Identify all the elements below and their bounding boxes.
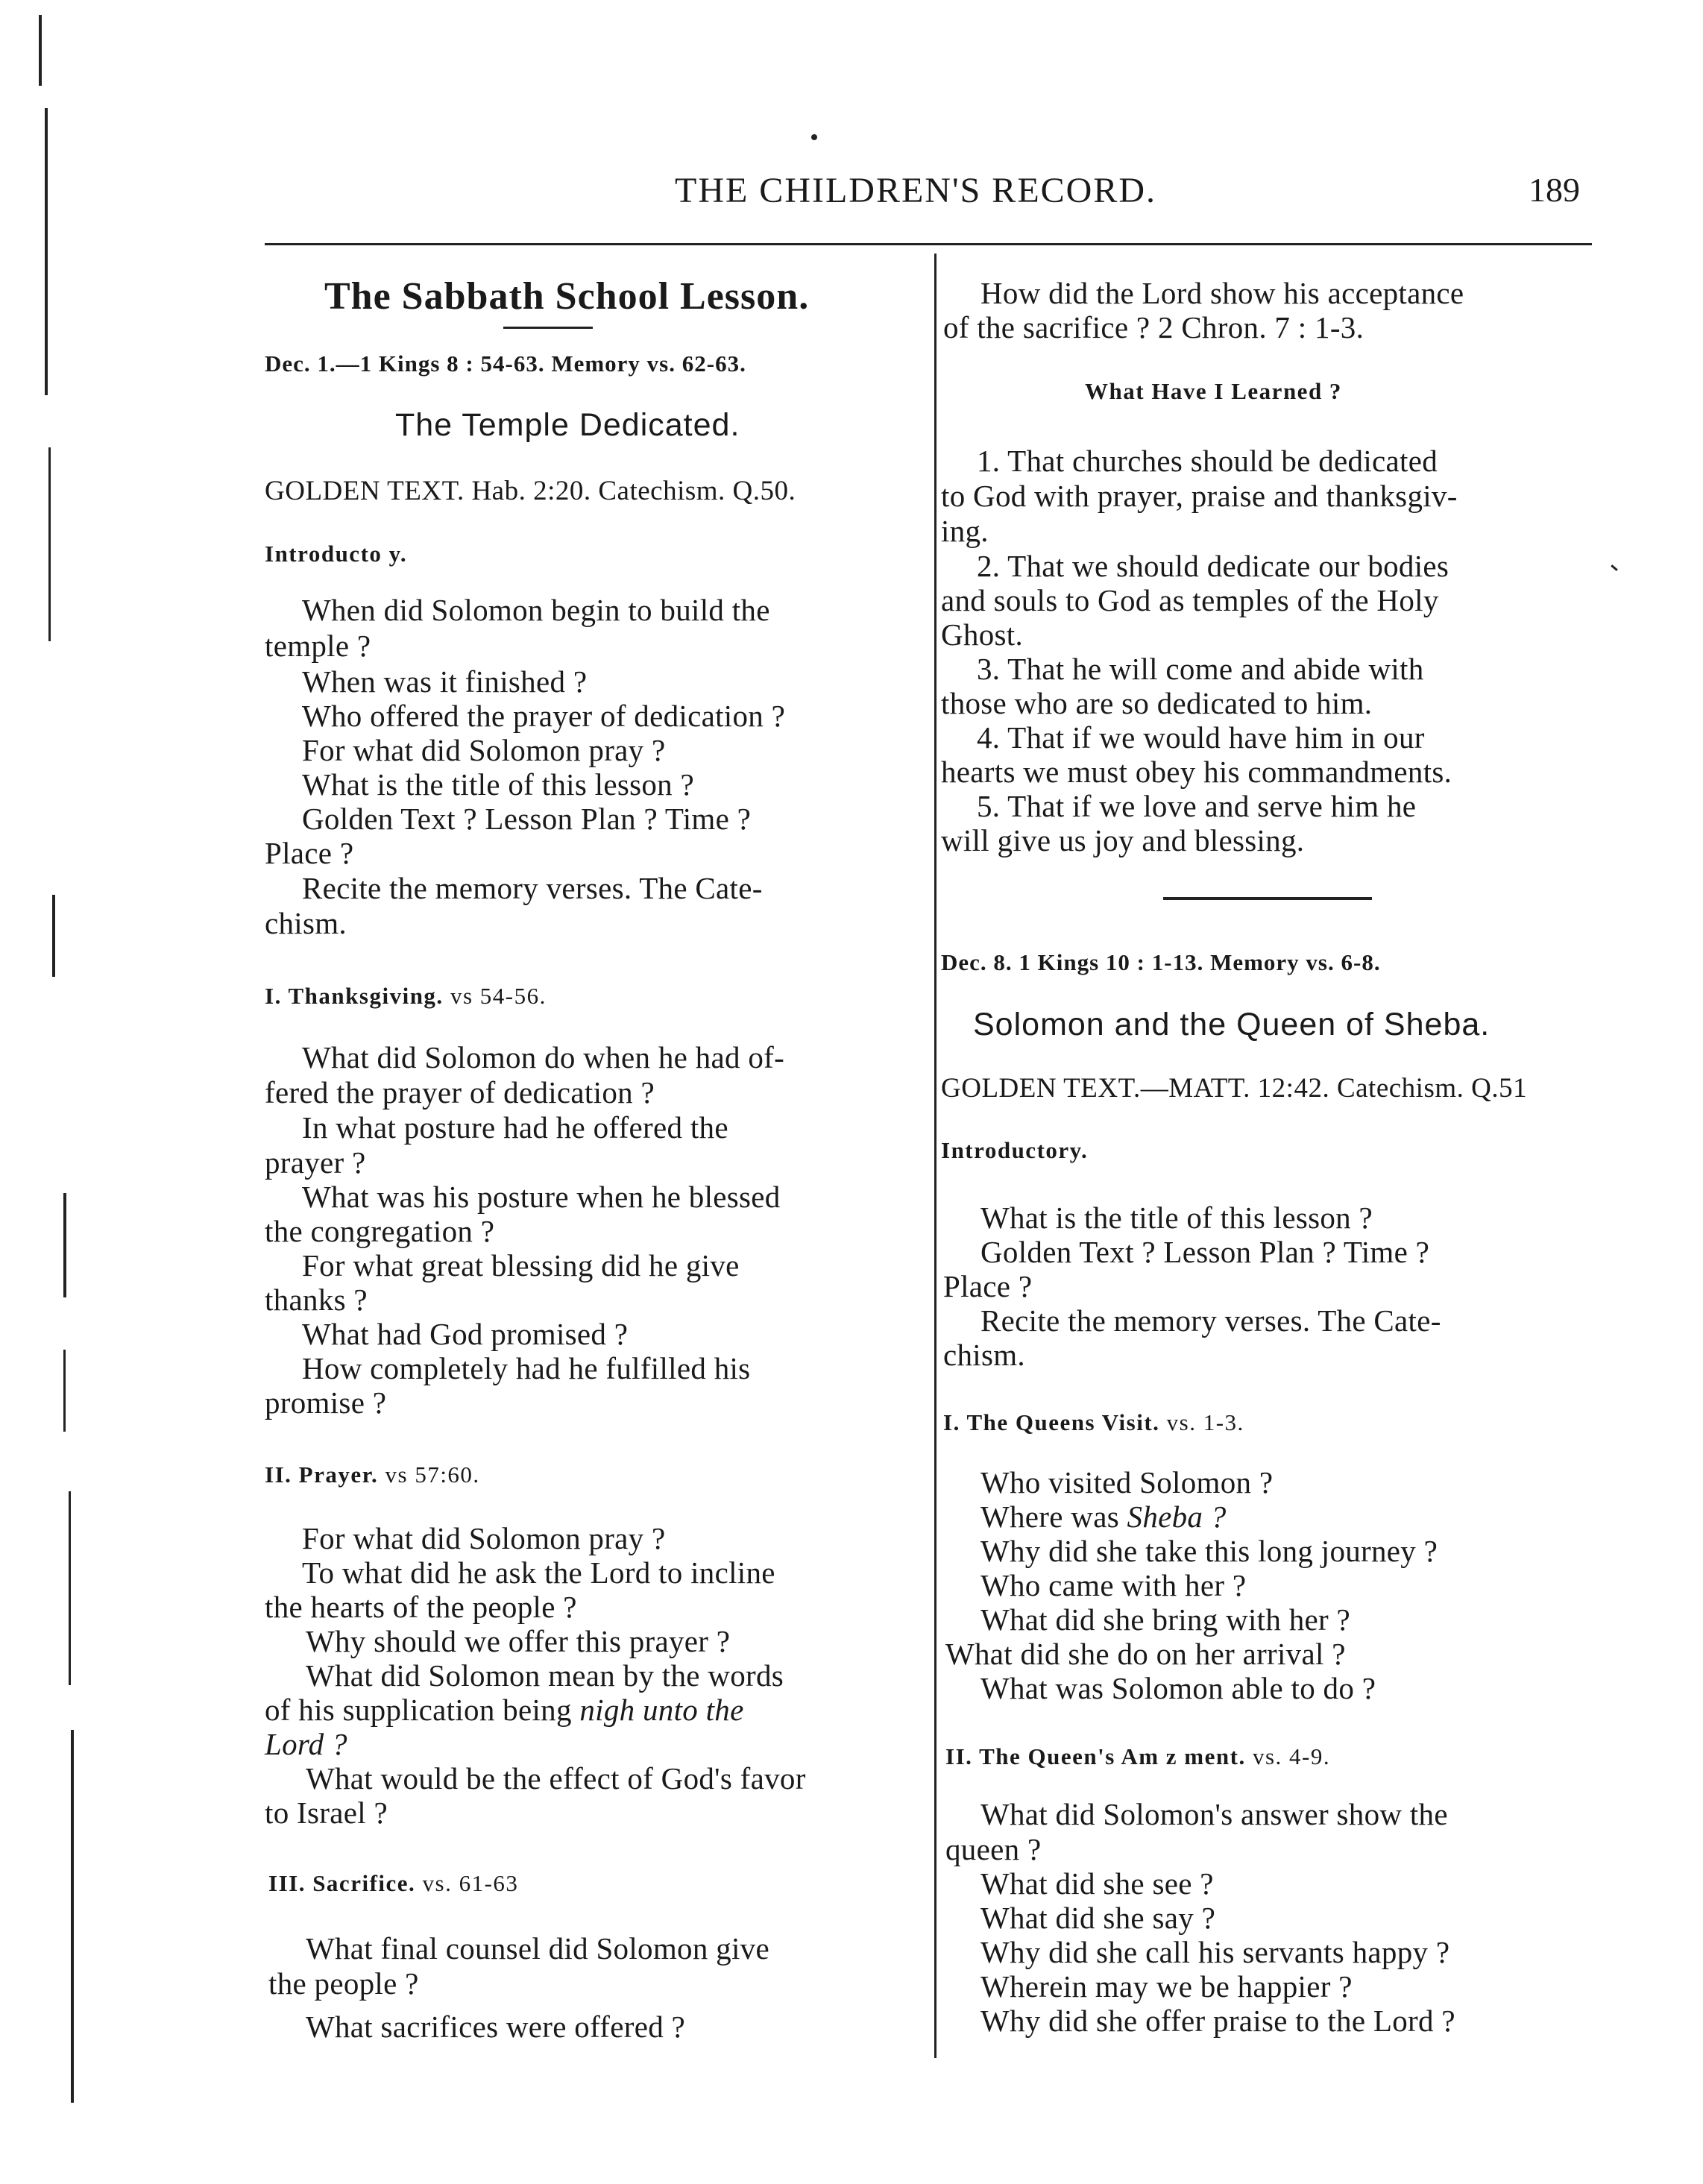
text-line: of the sacrifice ? 2 Chron. 7 : 1-3. (943, 310, 1364, 344)
margin-mark (39, 15, 42, 86)
section-label: I. Thanksgiving. vs 54-56. (265, 983, 547, 1009)
text-line: What would be the effect of God's favor (306, 1761, 806, 1796)
margin-mark (69, 1491, 71, 1685)
column-divider (934, 254, 937, 2058)
text-line: What sacrifices were offered ? (306, 2010, 686, 2044)
header-rule (265, 243, 1592, 245)
text-line: Wherein may we be happier ? (980, 1969, 1353, 2004)
section-divider (1163, 897, 1372, 900)
text-line: temple ? (265, 629, 371, 663)
text-line: 3. That he will come and abide with (977, 652, 1424, 686)
text-line: the people ? (268, 1966, 419, 2001)
text-line: What was his posture when he blessed (302, 1180, 781, 1214)
text-line: Golden Text ? Lesson Plan ? Time ? (302, 802, 752, 836)
section-label: I. The Queens Visit. vs. 1-3. (943, 1409, 1244, 1435)
text-line: Place ? (265, 836, 354, 870)
text-line: Lord ? (265, 1727, 347, 1761)
margin-mark (63, 1350, 66, 1432)
text-line: Recite the memory verses. The Cate- (302, 871, 763, 905)
text-line: 2. That we should dedicate our bodies (977, 549, 1449, 583)
text-line: will give us joy and blessing. (941, 823, 1305, 857)
text-line: Who came with her ? (980, 1568, 1247, 1602)
lesson-ref: Dec. 1.—1 Kings 8 : 54-63. Memory vs. 62-63. (265, 350, 746, 377)
text-line: What did Solomon's answer show the (980, 1797, 1448, 1831)
text-line: Why did she take this long journey ? (980, 1534, 1438, 1568)
text-line: For what did Solomon pray ? (302, 733, 666, 767)
text-line: What did Solomon mean by the words (306, 1658, 784, 1693)
text-line: To what did he ask the Lord to incline (302, 1555, 775, 1590)
text-line: Why should we offer this prayer ? (306, 1624, 731, 1658)
lesson-ref: Dec. 8. 1 Kings 10 : 1-13. Memory vs. 6-8. (941, 949, 1381, 975)
text-line: When was it finished ? (302, 664, 588, 699)
text-line: What was Solomon able to do ? (980, 1671, 1376, 1705)
speck (811, 134, 817, 140)
lesson-title: The Temple Dedicated. (395, 407, 740, 443)
text-line: and souls to God as temples of the Holy (941, 583, 1439, 617)
text-line: Why did she offer praise to the Lord ? (980, 2004, 1455, 2038)
text-line: What is the title of this lesson ? (980, 1200, 1373, 1235)
text-line: How did the Lord show his acceptance (980, 276, 1464, 310)
text-line: In what posture had he offered the (302, 1110, 728, 1145)
section-label: Introducto y. (265, 541, 408, 567)
margin-mark (1611, 564, 1618, 571)
margin-mark (71, 1730, 74, 2103)
margin-mark (48, 447, 51, 641)
text-line: those who are so dedicated to him. (941, 686, 1373, 720)
text-line: What did she see ? (980, 1866, 1214, 1901)
text-line: Who offered the prayer of dedication ? (302, 699, 786, 733)
lesson-title: Solomon and the Queen of Sheba. (973, 1007, 1490, 1042)
text-line: 4. That if we would have him in our (977, 720, 1425, 755)
text-line: 5. That if we love and serve him he (977, 789, 1417, 823)
text-line: to Israel ? (265, 1796, 388, 1830)
text-line: queen ? (945, 1832, 1042, 1866)
text-line: Golden Text ? Lesson Plan ? Time ? (980, 1235, 1430, 1269)
text-line: promise ? (265, 1385, 387, 1420)
section-label: III. Sacrifice. vs. 61-63 (268, 1870, 519, 1896)
golden-text: GOLDEN TEXT.—MATT. 12:42. Catechism. Q.51 (941, 1073, 1528, 1104)
page-number: 189 (1529, 171, 1580, 209)
section-label: II. Prayer. vs 57:60. (265, 1461, 480, 1488)
text-line: hearts we must obey his commandments. (941, 755, 1452, 789)
text-line: What is the title of this lesson ? (302, 767, 695, 802)
text-line: chism. (265, 906, 347, 940)
text-line: thanks ? (265, 1283, 368, 1317)
left-heading: The Sabbath School Lesson. (324, 275, 810, 318)
margin-mark (63, 1193, 66, 1297)
margin-mark (52, 895, 55, 977)
text-line: fered the prayer of dedication ? (265, 1075, 655, 1110)
golden-text: GOLDEN TEXT. Hab. 2:20. Catechism. Q.50. (265, 476, 796, 506)
text-line: chism. (943, 1338, 1025, 1372)
text-line: For what did Solomon pray ? (302, 1521, 666, 1555)
text-line: of his supplication being nigh unto the (265, 1693, 744, 1727)
section-label: II. The Queen's Am z ment. vs. 4-9. (945, 1743, 1331, 1769)
short-rule (503, 327, 593, 329)
text-line: When did Solomon begin to build the (302, 593, 770, 627)
running-title: THE CHILDREN'S RECORD. (675, 171, 1156, 210)
text-line: What did Solomon do when he had of- (302, 1040, 785, 1074)
section-label: Introductory. (941, 1137, 1089, 1163)
text-line: What had God promised ? (302, 1317, 629, 1351)
text-line: What did she do on her arrival ? (945, 1637, 1346, 1671)
text-line: to God with prayer, praise and thanksgiv- (941, 479, 1458, 513)
text-line: How completely had he fulfilled his (302, 1351, 751, 1385)
text-line: For what great blessing did he give (302, 1248, 740, 1283)
text-line: What did she say ? (980, 1901, 1216, 1935)
section-label: What Have I Learned ? (1085, 378, 1342, 404)
text-line: the congregation ? (265, 1214, 495, 1248)
text-line: Ghost. (941, 617, 1024, 652)
text-line: Who visited Solomon ? (980, 1465, 1274, 1499)
text-line: the hearts of the people ? (265, 1590, 577, 1624)
text-line: Recite the memory verses. The Cate- (980, 1303, 1441, 1338)
text-line: ing. (941, 514, 989, 548)
text-line: Where was Sheba ? (980, 1499, 1227, 1534)
text-line: Why did she call his servants happy ? (980, 1935, 1450, 1969)
text-line: prayer ? (265, 1145, 366, 1180)
text-line: 1. That churches should be dedicated (977, 444, 1438, 478)
text-line: Place ? (943, 1269, 1033, 1303)
text-line: What final counsel did Solomon give (306, 1931, 769, 1966)
text-line: What did she bring with her ? (980, 1602, 1351, 1637)
margin-mark (45, 108, 48, 395)
